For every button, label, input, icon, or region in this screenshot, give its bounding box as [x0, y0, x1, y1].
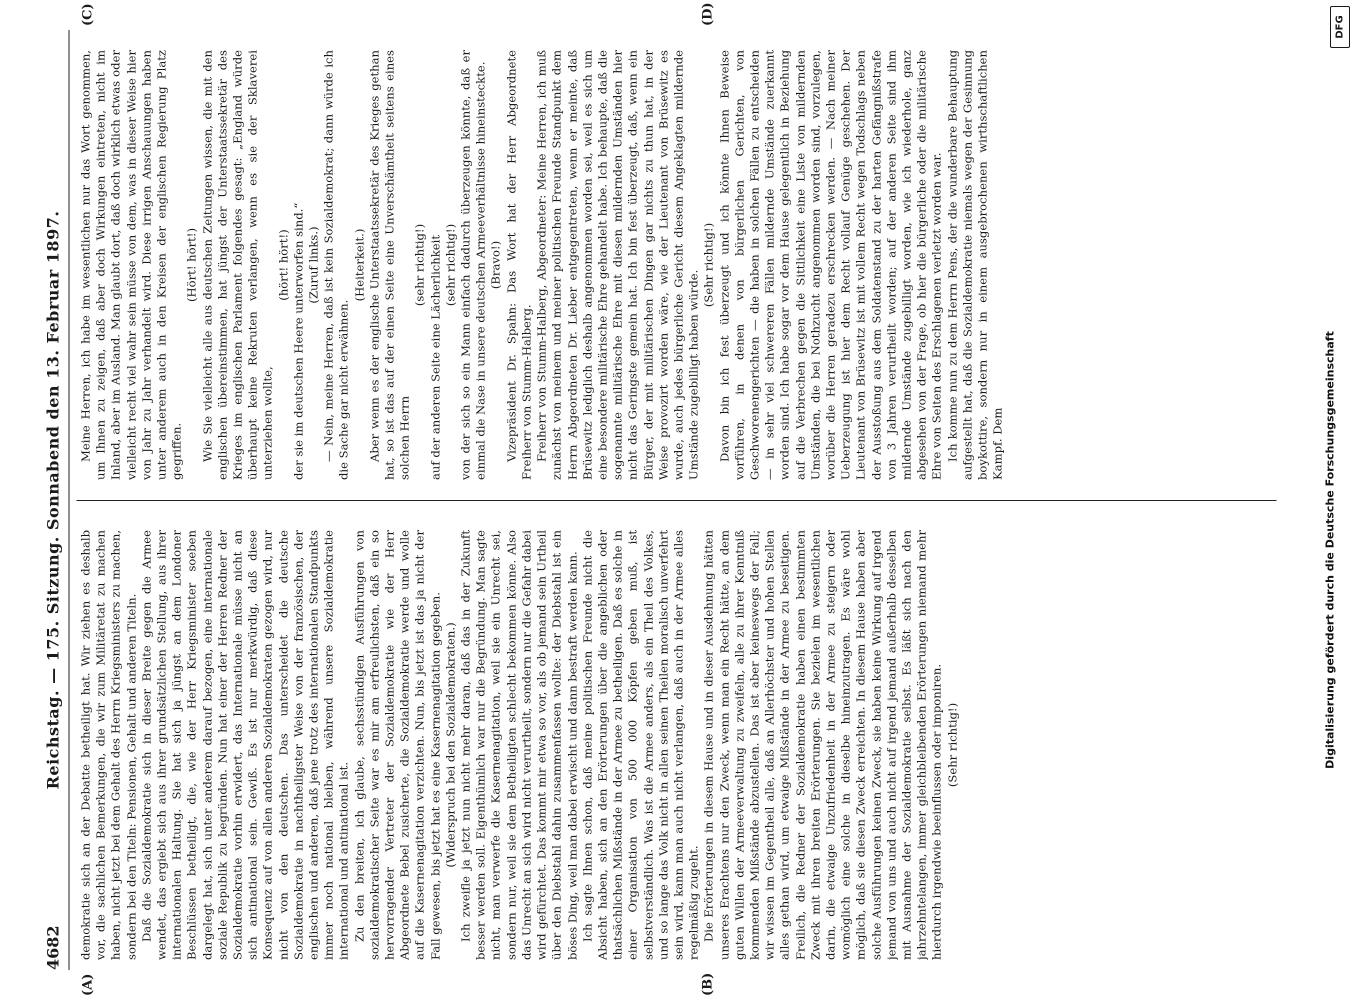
- logo-text: DFG: [1334, 15, 1346, 39]
- interjection: (Sehr richtig!): [701, 222, 716, 308]
- interjection: (hört! hört!): [275, 229, 290, 301]
- paragraph: — Nein, meine Herren, daß ist kein Sozialdemokrat; dann würde ich die Sache gar nicht erwähnen.: [321, 50, 351, 480]
- margin-label-d: (D): [700, 2, 715, 26]
- left-column: [78, 530, 1278, 960]
- paragraph: demokratie sich an der Debatte betheiligt hat. Wir ziehen es deshalb vor, die sachlichen Bemerkungen, die wir zum Militäretat zu machen haben, nicht jetzt bei dem Gehalt des Herrn Kriegsministers zu machen, sondern bei den Titeln: Pensionen, Gehalt und anderen Titeln.: [78, 530, 138, 960]
- paragraph: Aber wenn es der englische Unterstaatssekretär des Krieges gethan hat, so ist das auf der einen Seite eine Unverschämtheit seitens eines solchen Herrn: [366, 50, 412, 480]
- paragraph: Davon bin ich fest überzeugt und ich könnte Ihnen Beweise vorführen, in denen von bürgerlichen Gerichten, von Geschworenengerichten — die haben in solchen Fällen zu entscheiden — in sehr viel schwereren Fällen mildernde Umstände zuerkannt worden sind. Ich habe sogar vor dem Hause gelegentlich in Beziehung auf die Verbrechen gegen die Sittlichkeit eine Liste von mildernden Umständen, die bei Nothzucht angenommen worden sind, vorzulegen, worüber die Herren geradezu erschrecken werden. — Nach meiner Ueberzeugung ist hier dem Recht vollauf Genüge geschehen. Der Lieutenant von Brüsewitz ist mit vollem Recht wegen Todschlags neben der Ausstoßung aus dem Soldatenstand zu der harten Gefängnißstrafe von 3 Jahren verurtheilt worden; auf der anderen Seite sind ihm mildernde Umstände zugebilligt worden, wie ich wiederhole, ganz abgesehen von der Frage, ob hier die bürgerliche oder die militärische Ehre von Seiten des Erschlagenen verletzt worden war.: [716, 50, 944, 480]
- interjection: (Sehr richtig!): [944, 702, 959, 788]
- interjection: (Heiterkeit.): [351, 228, 366, 302]
- margin-label-b: (B): [700, 972, 715, 996]
- interjection: (sehr richtig!): [412, 223, 427, 307]
- page-content: [40, 2, 1300, 996]
- margin-label-c: (C): [80, 3, 95, 26]
- dfg-logo: [1330, 6, 1350, 48]
- paragraph: von der sich so ein Mann einfach dadurch überzeugen könnte, daß er einmal die Nase in unsere deutschen Armeeverhältnisse hineinsteckte.: [458, 50, 488, 480]
- interjection: (Widerspruch bei den Sozialdemokraten.): [442, 622, 457, 868]
- interjection: (sehr richtig!): [442, 223, 457, 307]
- page-header: [40, 30, 64, 970]
- paragraph: Zu den breiten, ich glaube, sechsstündigen Ausführungen von sozialdemokratischer Seite war es mir am erfreulichsten, daß ein so hervorragender Vertreter der Sozialdemokratie wie der Herr Abgeordnete Bebel zusicherte, die Sozialdemokratie werde und wolle auf die Kasernenagitation verzichten. Nun, bis jetzt ist das ja nicht der Fall gewesen, bis jetzt hat es eine Kasernenagitation gegeben.: [351, 530, 442, 960]
- paragraph: Ich komme nun zu dem Herrn Pens, der die wunderbare Behauptung aufgestellt hat, daß die Sozialdemokratie niemals wegen der Gesinnung boykottire, sondern nur in einem ausgebrochenen wirthschaftlichen Kampf. Dem: [944, 50, 1005, 480]
- speaker-paragraph: Vizepräsident Dr. Spahn: Das Wort hat der Herr Abgeordnete Freiherr von Stumm-Halberg.: [503, 50, 533, 480]
- paragraph: Ich zweifle ja jetzt nun nicht mehr daran, daß das in der Zukunft besser werden soll. Eigenthümlich war nur die Begründung. Man sagte nicht, man verwerfe die Kasernenagitation, weil sie ein Unrecht sei, sondern nur, weil sie dem Betheiligten schlecht bekommen könne. Also das Unrecht an sich wird nicht verurtheilt, sondern nur die Gefahr dabei wird gefürchtet. Das kommt mir etwa so vor, als ob jemand sein Urtheil über den Diebstahl dahin zusammenfassen wollte: der Diebstahl ist ein böses Ding, weil man dabei erwischt und dann bestraft werden kann.: [458, 530, 579, 960]
- speaker-paragraph: Freiherr von Stumm-Halberg, Abgeordneter: Meine Herren, ich muß zunächst von meinem und meiner politischen Freunde Standpunkt dem Herrn Abgeordneten Dr. Lieber entgegentreten, wenn er meinte, daß Brüsewitz lediglich deshalb angenommen worden sei, weil es sich um eine besondere militärische Ehre gehandelt habe. Ich behaupte, daß die sogenannte militärische Ehre mit diesen mildernden Umständen hier nicht das Geringste gemein hat. Ich bin fest überzeugt, daß, wenn ein Bürger, der mit militärischen Dingen gar nichts zu thun hat, in der Weise provozirt worden wäre, wie der Lieutenant von Brüsewitz es wurde, auch jedes bürgerliche Gericht diesem Angeklagten mildernde Umstände zugebilligt haben würde.: [534, 50, 701, 480]
- paragraph: der sie im deutschen Heere unterworfen sind.“: [290, 202, 305, 480]
- column-divider: [76, 500, 1276, 501]
- right-column: [78, 50, 1278, 480]
- interjection: (Bravo!): [488, 240, 503, 290]
- paragraph: Die Erörterungen in diesem Hause und in dieser Ausdehnung hätten unseres Erachtens nur den Zweck, wenn man ein Recht hätte, an dem guten Willen der Armeeverwaltung zu zweifeln, alle zu ihrer Kenntniß kommenden Mißstände abzustellen. Das ist aber keineswegs der Fall; wir wissen im Gegentheil alle, daß an Allerhöchster und hohen Stellen alles gethan wird, um etwaige Mißstände in der Armee zu beseitigen. Freilich, die Redner der Sozialdemokratie haben einen bestimmten Zweck mit ihren breiten Erörterungen. Sie bezielen im wesentlichen darin, die etwaige Unzufriedenheit in der Armee zu steigern oder womöglich eine solche in dieselbe hineinzutragen. Es wäre wohl möglich, daß sie diesen Zweck erreichten. In diesem Hause haben aber solche Ausführungen keinen Zweck, sie haben keine Wirkung auf irgend jemand von uns und auch nicht auf irgend jemand außerhalb desselben mit Ausnahme der Sozialdemokratie selbst. Es läßt sich nach den jahrzehntelangen, immer gleichbleibenden Erörterungen niemand mehr hierdurch irgendwie beeinflussen oder imponiren.: [701, 530, 944, 960]
- paragraph: Wie Sie vielleicht alle aus deutschen Zeitungen wissen, die mit den englischen übereinstimmen, hat jüngst der Unterstaatssekretär des Krieges im englischen Parlament folgendes gesagt: „England würde überhaupt keine Rekruten verlangen, wenn es sie der Sklaverei unterziehen wollte,: [199, 50, 275, 480]
- page-title: Reichstag. — 175. Sitzung. Sonnabend den 13. Februar 1897.: [42, 210, 62, 790]
- paragraph: auf der anderen Seite eine Lächerlichkeit: [427, 235, 442, 480]
- paragraph: Ich sagte Ihnen schon, daß meine politischen Freunde nicht die Absicht haben, sich an den Erörterungen über die angeblichen oder thatsächlichen Mißstände in der Armee zu betheiligen. Daß es solche in einer Organisation von 500 000 Köpfen geben muß, ist selbstverständlich. Was ist die Armee anders, als ein Theil des Volkes, und so lange das Volk nicht in allen seinen Theilen moralisch unverfehrt sein wird, kann man auch nicht verlangen, daß auch in der Armee alles regelmäßig zugeht.: [579, 530, 701, 960]
- margin-label-a: (A): [80, 973, 95, 996]
- header-rule: [68, 30, 69, 970]
- digitization-watermark: [1318, 110, 1342, 990]
- interjection: (Zuruf links.): [306, 226, 321, 304]
- watermark-text: Digitalisierung gefördert durch die Deutsche Forschungsgemeinschaft: [1323, 331, 1337, 769]
- interjection: (Hört! hört!): [184, 228, 199, 302]
- paragraph: Meine Herren, ich habe im wesentlichen nur das Wort genommen, um Ihnen zu zeigen, daß aber doch Wirkungen eintreten, nicht im Inland, aber im Ausland. Man glaubt dort, daß doch wirklich etwas oder vielleicht recht viel wahr sein müsse von dem, was in dieser Weise hier von Jahr zu Jahr verhandelt wird. Diese irrigen Anschauungen haben unter anderem auch in den Kreisen der englischen Regierung Platz gegriffen.: [78, 50, 184, 480]
- page-number: 4682: [42, 925, 62, 970]
- paragraph: Daß die Sozialdemokratie sich in dieser Breite gegen die Armee wendet, das ergiebt sich aus ihrer grundsätzlichen Stellung, aus ihrer internationalen Haltung. Sie hat sich ja jüngst an dem Londoner Beschlüssen betheiligt, die, wie der Herr Kriegsminister soeben dargelegt hat, sich unter anderem darauf bezogen, eine internationale soziale Republik zu begründen. Nun hat einer der Herren Redner der Sozialdemokratie vorhin erwidert, das Internationale müsse nicht an sich antinational sein. Gewiß. Es ist nur merkwürdig, daß diese Konsequenz auf von allen anderen Sozialdemokraten gezogen wird, nur nicht von den deutschen. Das unterscheidet die deutsche Sozialdemokratie in nachtheiligster Weise von der französischen, der englischen und anderen, daß jene trotz des internationalen Standpunkts immer noch national bleiben, während unsere Sozialdemokratie international und antinational ist.: [138, 530, 351, 960]
